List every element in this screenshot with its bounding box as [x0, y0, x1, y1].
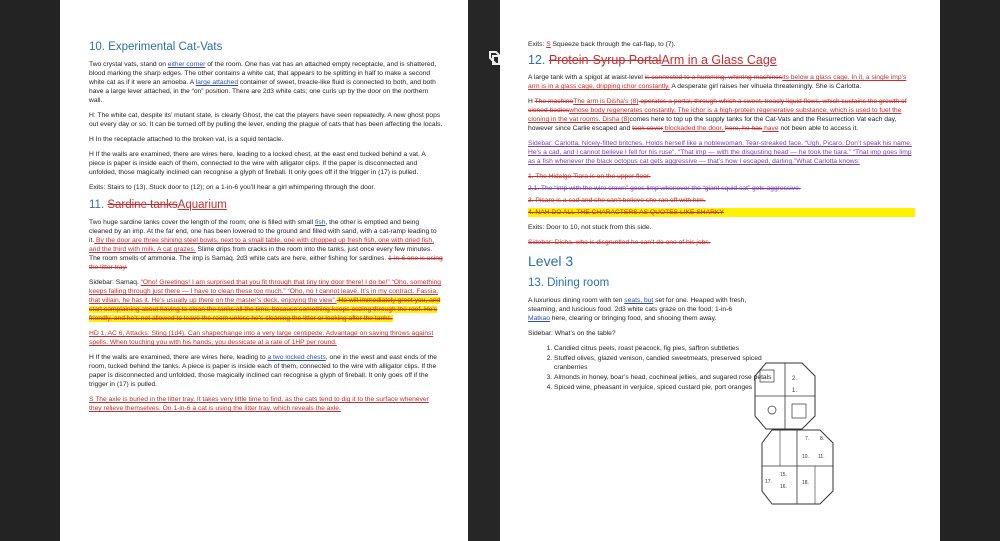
paragraph: H: The white cat, despite its’ mutant state, is clearly Ghost, the cat the players have seen repeatedly. A new ghost pops out every day or so. It can be turned off by pulling the lever, ending the plague of cats that has been affecting the locals. [89, 112, 443, 128]
sidebar-samaq: Sidebar: Samaq. “Oho! Greetings! I am surprised that you fit through that tiny tiny door there! I do be!” “Oho, something keeps falling through just there — I have to clean these too much.” “Oho, no I cannot leave. It’s in my contract. Fassia, that villain, he has it. He’s usually up there on the master’s deck, enjoying the view”. He will immediately greet you, and start complaining about having to clean the tanks all the time, because something keeps oozing through the roof. He’s friendly, and he’s not allowed to leave the room unless he’s cleaning the litter or looking after the tanks. [89, 279, 442, 322]
list-item: 1. Candied citrus peels, roast peacock, fig pies, saffron subtleties [554, 344, 774, 353]
paragraph: Two huge sardine tanks cover the length of the room; one is filled with small fish, the other is emptied and being cleaned by an imp. At the far end, one has been lowered to the ground and filled with sand, with a cat-ramp leading to it. By the door are three shining steel bowls, next to a small table, one with chopped up fresh fish, one with dried fish, and the third with milk. A cat grazes. Slime drips from cracks in the room into the tanks, just once every few minutes. The room smells of ammonia. The imp is Samaq. 2d3 white cats are here, either fishing for sardines. 1-in-6 one is using the litter tray. [89, 219, 443, 271]
workspace-right-gutter [940, 0, 1000, 541]
heading-room-12: 12. Protein-Syrup PortalArm in a Glass Cage [528, 53, 777, 67]
tracked-link[interactable]: large attached [195, 79, 239, 86]
list-item: 4. Spiced wine, pheasant in verjuice, spiced custard pie, port oranges [554, 383, 774, 392]
exits-line: Exits: Door to 10, not stuck from this side. [528, 224, 652, 231]
highlighted-deletion[interactable]: He will immediately greet you, and start complaining about having to clean the tanks all the time, because something keeps oozing through the roof. He’s friendly, and he’s not allowed to leave the room unless he’s cleaning the litter or looking after the tanks. [89, 297, 441, 322]
dungeon-map-sketch-lower [760, 428, 835, 506]
map-label: 2. [792, 376, 798, 382]
insertion[interactable]: its below a glass cage. In it, a single imp’s arm is in a glass cage, dripping ichor constantly. [528, 74, 907, 90]
exits-line: Exits: S Squeeze back through the cat-flap, to (7). [528, 41, 676, 48]
map-label: 10. [802, 454, 809, 460]
sidebar-carlotta[interactable]: Sidebar: Carlotta. Nicely-fitted britches. Holds herself like a noblewoman. Tear-streaked face. “Ugh, Picaro. Don’t speak his name. He’s a cad, and I cannot believe I fell for his ruse”. “That imp — with the disgusting head — he took the tiara.” “That imp goes limp as a fish whenever the black octopus cat gets aggressive — that’s how I escaped, darling.”What Carlotta knows: [528, 140, 912, 165]
tracked-link[interactable]: a two locked chests [267, 354, 326, 361]
tracked-link[interactable]: either corner [167, 61, 206, 68]
map-label: 8. [820, 436, 825, 442]
heading-level-3: Level 3 [528, 253, 574, 269]
map-label: 17. [765, 479, 772, 485]
document-page-left[interactable] [60, 0, 468, 541]
tracked-link[interactable]: seats, but [624, 297, 654, 304]
map-label: 11. [818, 454, 825, 460]
paragraph: H If the walls are examined, there are wires here, leading to a locked chest, at the east end tucked behind a vat. A piece is paper is inside each of them, connected to the wire with alligator clips. If the paper is disconnected and unfolded, those magically inclined can recognise a glyph of fireball. It only goes off if the trigger in (17) is pulled. [89, 151, 426, 176]
list-item[interactable]: 3. Picaro is a cad and she can’t believe she ran off with him. [528, 197, 706, 204]
sidebar-disha[interactable]: Sidebar: Disha, who is disgruntled he can’t do one of his jobs. [528, 239, 711, 246]
exits-line: Exits: Stairs to (13). Stuck door to (12); on a 1-in-6 you’ll hear a girl whimpering through the door. [89, 184, 376, 191]
map-label: 7. [805, 436, 810, 442]
tracked-link[interactable]: fish [315, 219, 326, 226]
insertion[interactable]: By the door are three shining steel bowls, next to a small table, one with chopped up fresh fish, one with dried fish, and the third with milk. A cat grazes. [89, 237, 434, 253]
deletion[interactable]: is connected to a humming, whirring machines [644, 74, 783, 81]
menu-list [528, 344, 774, 392]
paragraph: Two crystal vats, stand on either corner of the room. One has vat has an attached empty receptacle, and is shattered, blood marking the sharp edges. The other contains a white cat, that appears to be splitting in half to make a second white cat as if it were an amoeba. A large attached container of sweet, treacle-like fluid is connected to both, and both have a large lever attached, in the “on” position. There are 2d3 white cats; one curls up by the door on the northern wall. [89, 61, 437, 104]
list-item: 3. Almonds in honey, boar’s head, cochineal jellies, and sugared rose petals [554, 373, 774, 382]
list-item[interactable]: 4. NAH DO ALL THE CHARACTERS AS QUOTES LIKE SHARKY [528, 208, 915, 217]
paragraph: A luxurious dining room with ten seats, but set for one. Heaped with fresh, steaming, and luscious food. 2d3 white cats graze on the food; 1-in-6 Matkao here, clearing or bringing food, and shooing them away. [528, 297, 747, 322]
tracked-link[interactable]: Matkao [528, 315, 550, 322]
paragraph: H If the walls are examined, there are wires here, leading to a two locked chests, one in the west and east ends of the room, tucked behind the tanks. A piece is paper is inside each of them, connected to the wire with alligator clips. If the paper is disconnected and unfolded, those magically inclined can recognise a glyph of fireball. It only goes off if the trigger in (17) is pulled. [89, 354, 437, 388]
paragraph: H In the receptacle attached to the broken vat, is a squid tentacle. [89, 136, 284, 143]
map-label: 15. [780, 472, 787, 478]
document-page-right[interactable] [500, 0, 940, 541]
list-item[interactable]: 2.1. The “imp with the wire crown” goes limp whenever the “giant squid cat” gets aggressive. [528, 185, 801, 192]
list-item[interactable]: 1. The Hidalgo Tiara is on the upper floor. [528, 173, 651, 180]
stat-block[interactable]: HD 1, AC 6, Attacks: Sting (1d4). Can shapechange into a very large centipede. Advantage on saving throws against spells. When touching you with his hands, you dessicate at a rate of 1HP per round. [89, 330, 434, 346]
insertion[interactable]: “Oho! Greetings! I am surprised that you fit through that tiny tiny door there! I do be!” “Oho, something keeps falling through just there — I have to clean these too much.” “Oho, no I cannot leave. It’s in my contract. Fassia, that villain, he has it. He’s usually up there on the master’s deck, enjoying the view”. [89, 279, 442, 304]
heading-room-13: 13. Dining room [528, 277, 610, 289]
map-label: 16. [780, 484, 787, 490]
map-label: 1. [792, 388, 798, 394]
carlotta-knows-list [528, 172, 915, 217]
secret-paragraph[interactable]: S The axle is buried in the litter tray. It takes very little time to find, as the cats tend to dig it to the surface whenever they relieve themselves. On 1-in-6 a cat is using the litter tray, which reveals the axle. [89, 396, 429, 412]
paragraph: A large tank with a spigot at waist-level is connected to a humming, whirring machinesits below a glass cage. In it, a single imp’s arm is in a glass cage, dripping ichor constantly. A desperate girl raises her vihuela threateningly. She is Carlotta. [528, 74, 907, 90]
dungeon-map-sketch-upper [752, 360, 818, 432]
workspace-left-gutter [0, 0, 60, 541]
map-label: 18. [802, 480, 809, 486]
heading-room-11: 11. Sardine tanksAquarium [89, 199, 227, 211]
deletion[interactable]: 1-in-6 one is using the litter tray. [89, 255, 443, 271]
list-item: 2. Stuffed olives, glazed venison, candied sweetmeats, preserved spiced cranberries [554, 354, 774, 372]
heading-room-10: 10. Experimental Cat-Vats [89, 41, 223, 53]
sidebar-table: Sidebar: What’s on the table? [528, 330, 616, 337]
workspace-page-gap [468, 0, 500, 541]
paragraph: H The machineThe arm is Disha’s (8) operates a portal, through which a sweet, treacly liquid flows, which sustains the growth of cloned bodieswhose body regenerates constantly. The ichor is a high-protein regenerative substance, which is used to fuel the cloning in the vat rooms. Disha (8)comes here to top up the supply tanks for the Cat-Vats and the Resurrection Vat each day, however since Carlie escaped and took cover blockaded the door, here, he has have not been able to access it. [528, 98, 907, 132]
